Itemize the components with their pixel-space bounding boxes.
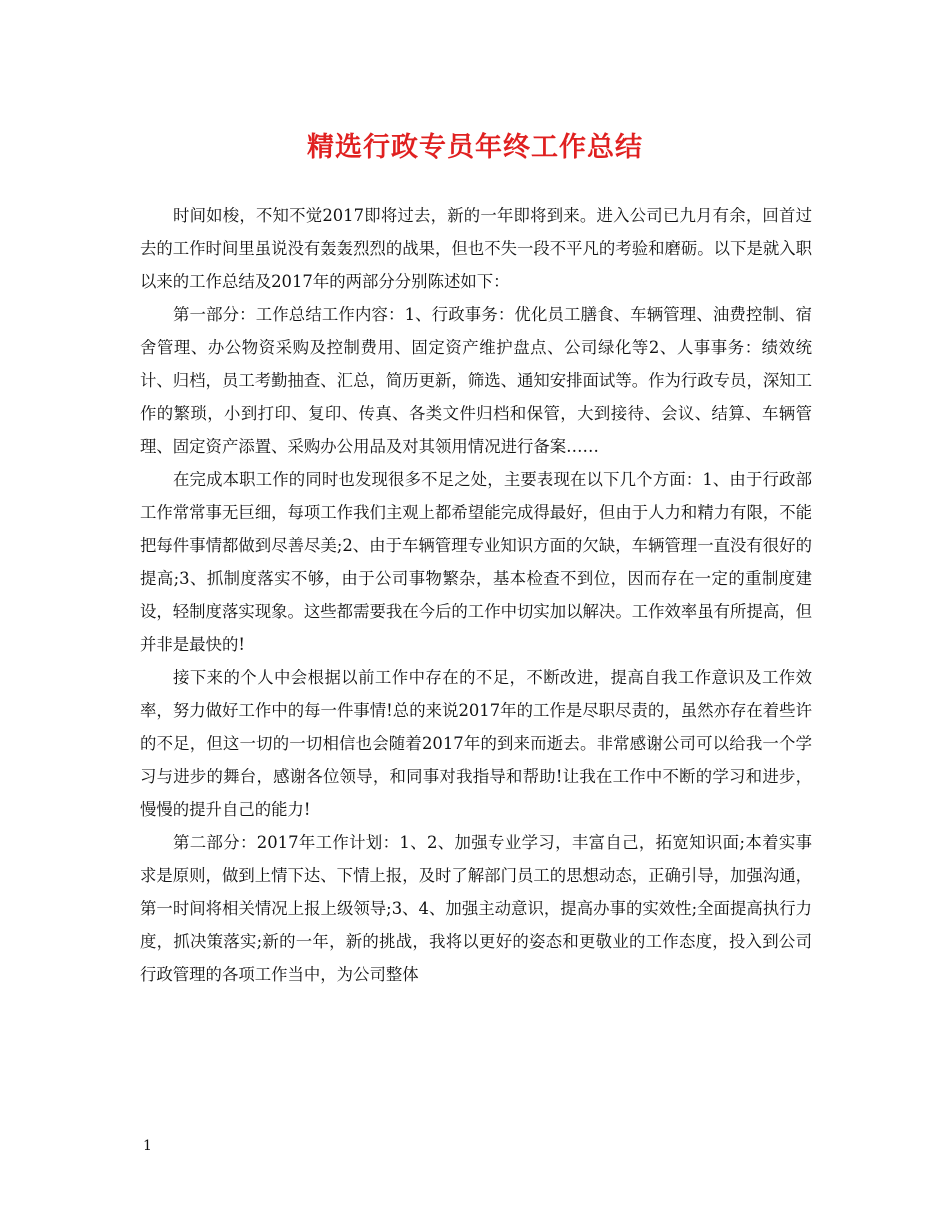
paragraph-improvement: 接下来的个人中会根据以前工作中存在的不足，不断改进，提高自我工作意识及工作效率，努力做好工作中的每一件事情!总的来说2017年的工作是尽职尽责的，虽然亦存在着些许的不足，但这一切的一切相信也会随着2017年的到来而逝去。非常感谢公司可以给我一个学习与进步的舞台，感谢各位领导，和同事对我指导和帮助!让我在工作中不断的学习和进步，慢慢的提升自己的能力! xyxy=(140,668,812,819)
paragraph-part-one-summary: 第一部分：工作总结工作内容：1、行政事务：优化员工膳食、车辆管理、油费控制、宿舍管理、办公物资采购及控制费用、固定资产维护盘点、公司绿化等2、人事事务：绩效统计、归档，员工考勤抽查、汇总，简历更新，筛选、通知安排面试等。作为行政专员，深知工作的繁琐，小到打印、复印、传真、各类文件归档和保管，大到接待、会议、结算、车辆管理、固定资产添置、采购办公用品及对其领用情况进行备案…… xyxy=(140,305,813,456)
page-number: 1 xyxy=(143,1138,152,1154)
paragraph-intro: 时间如梭，不知不觉2017即将过去，新的一年即将到来。进入公司已九月有余，回首过去的工作时间里虽说没有轰轰烈烈的战果，但也不失一段不平凡的考验和磨砺。以下是就入职以来的工作总结及2017年的两部分分别陈述如下： xyxy=(140,206,813,291)
paragraph-shortcomings: 在完成本职工作的同时也发现很多不足之处，主要表现在以下几个方面：1、由于行政部工作常常事无巨细，每项工作我们主观上都希望能完成得最好，但由于人力和精力有限，不能把每件事情都做到尽善尽美;2、由于车辆管理专业知识方面的欠缺，车辆管理一直没有很好的提高;3、抓制度落实不够，由于公司事物繁杂，基本检查不到位，因而存在一定的重制度建设，轻制度落实现象。这些都需要我在今后的工作中切实加以解决。工作效率虽有所提高，但并非是最快的! xyxy=(140,470,813,654)
document-body xyxy=(140,199,812,991)
document-title: 精选行政专员年终工作总结 xyxy=(307,132,643,163)
paragraph-part-two-plan: 第二部分：2017年工作计划：1、2、加强专业学习，丰富自己，拓宽知识面;本着实事求是原则，做到上情下达、下情上报，及时了解部门员工的思想动态，正确引导，加强沟通，第一时间将相关情况上报上级领导;3、4、加强主动意识，提高办事的实效性;全面提高执行力度，抓决策落实;新的一年，新的挑战，我将以更好的姿态和更敬业的工作态度，投入到公司行政管理的各项工作当中，为公司整体 xyxy=(140,833,813,984)
